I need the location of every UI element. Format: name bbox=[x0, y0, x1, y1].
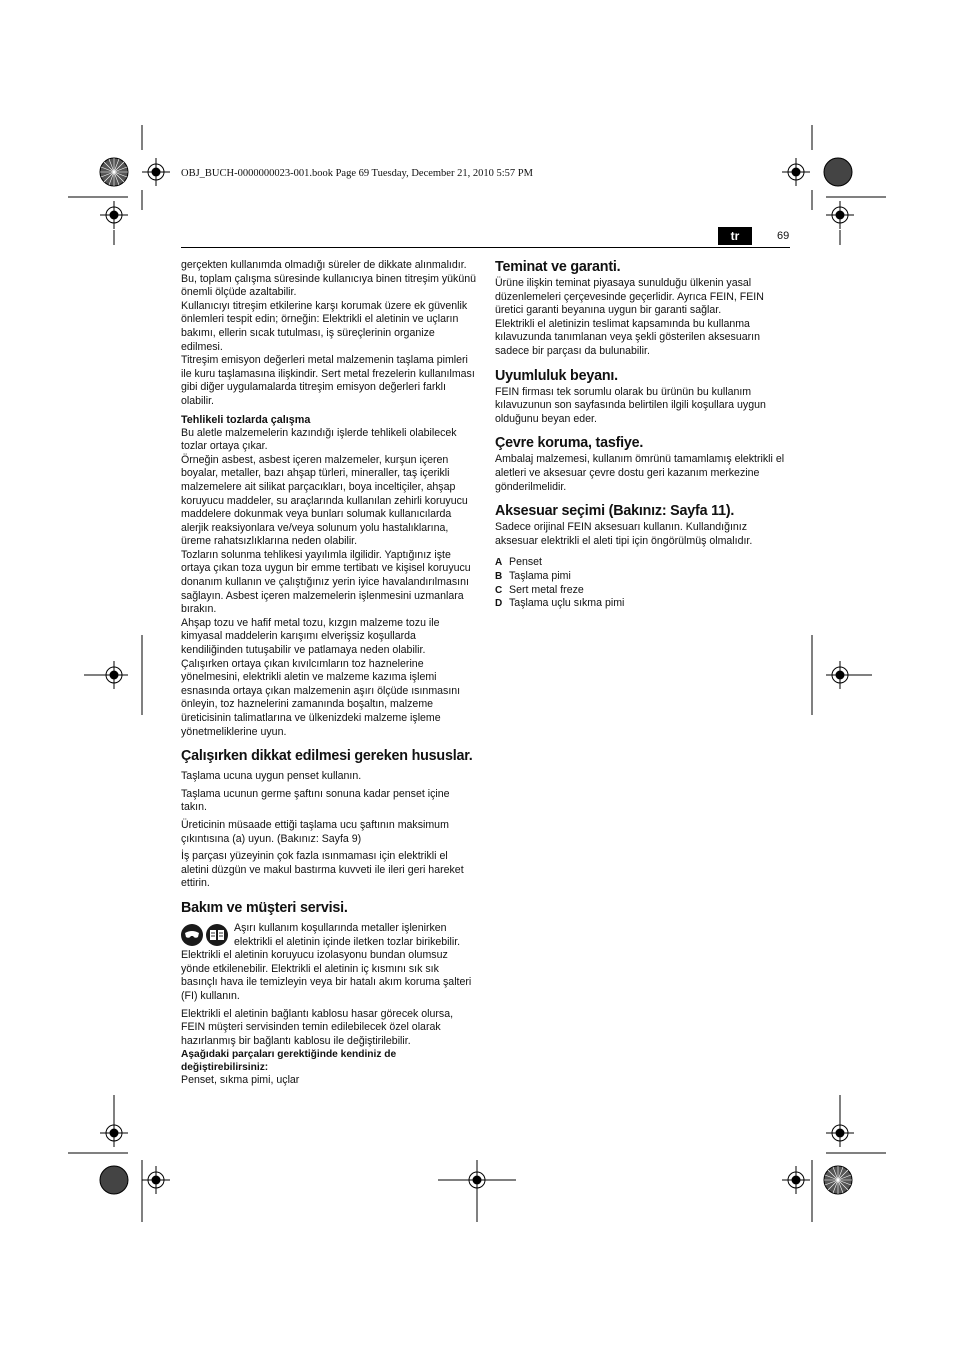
paragraph: Tozların solunma tehlikesi yayılımla ilgilidir. Yaptığınız işte ortaya çıkan toza uygun bir emme tertibatı ve kişisel koruyucu donanım kullanın ve çalıştığınız yerin iyice havalandırılmasını sağlayın. Asbest içeren malzemelerin işlenmesini uzmanlara bırakın. bbox=[181, 548, 471, 616]
list-item-text: Taşlama uçlu sıkma pimi bbox=[509, 597, 625, 610]
paragraph: gerçekten kullanımda olmadığı süreler de dikkate alınmalıdır. Bu, toplam çalışma süresinde kullanıcıya binen titreşim yükünü önemli ölçüde azaltabilir. bbox=[181, 259, 477, 299]
section-heading-accessories: Aksesuar seçimi (Bakınız: Sayfa 11). bbox=[495, 503, 735, 520]
paragraph: Aşırı kullanım koşullarında metaller işlenirken elektrikli el aletinin içinde iletken tozlar birikebilir. Elektrikli el aletinin koruyucu izolasyonu bundan olumsuz yönde etkilenebilir. Elektrikli el aletinin iç kısmını sık sık basınçlı hava ile temizleyin veya bir hatalı akım koruma şalteri (FI) kullanın. bbox=[181, 921, 472, 1002]
language-badge: tr bbox=[718, 227, 752, 245]
right-column bbox=[495, 258, 791, 611]
read-manual-icon bbox=[206, 924, 228, 946]
paragraph: Taşlama ucunun germe şaftını sonuna kadar penset içine takın. bbox=[181, 787, 450, 814]
paragraph: Penset, sıkma pimi, uçlar bbox=[181, 1074, 300, 1087]
section-heading-care: Çalışırken dikkat edilmesi gereken hususlar. bbox=[181, 748, 473, 765]
book-info: OBJ_BUCH-0000000023-001.book Page 69 Tuesday, December 21, 2010 5:57 PM bbox=[181, 168, 533, 179]
list-item bbox=[495, 584, 791, 598]
section-heading-conformity: Uyumluluk beyanı. bbox=[495, 367, 618, 384]
paragraph: Kullanıcıyı titreşim etkilerine karşı korumak üzere ek güvenlik önlemleri tespit edin; örneğin: Elektrikli el aletinin ve uçların bakımı, ellerin sıcak tutulması, iş süreçlerinin organize edilmesi. bbox=[181, 299, 468, 353]
list-item bbox=[495, 556, 791, 570]
warning-icons bbox=[181, 924, 228, 946]
paragraph: Üreticinin müsaade ettiği taşlama ucu şaftının maksimum çıkıntısına (a) uyun. (Bakınız: Sayfa 9) bbox=[181, 818, 449, 845]
list-item-key: C bbox=[495, 584, 503, 596]
paragraph: Ahşap tozu ve hafif metal tozu, kızgın malzeme tozu ile kimyasal maddelerin karışımı elverişsiz koşullarda kendiliğinden tutuşabilir ve patlamaya neden olabilir. bbox=[181, 616, 440, 657]
paragraph: Ambalaj malzemesi, kullanım ömrünü tamamlamış elektrikli el aletleri ve aksesuar çevre dostu geri kazanım merkezine gönderilmelidir. bbox=[495, 453, 785, 493]
page-number: 69 bbox=[777, 230, 790, 242]
section-heading-environment: Çevre koruma, tasfiye. bbox=[495, 435, 644, 452]
list-item-key: D bbox=[495, 598, 503, 610]
section-heading-service: Bakım ve müşteri servisi. bbox=[181, 899, 348, 916]
left-column bbox=[181, 259, 477, 1088]
paragraph: Örneğin asbest, asbest içeren malzemeler, kurşun içeren boyalar, metaller, bazı ahşap türleri, mineraller, taş içerikli malzemelere ait silikat parçacıkları, boya inceltiçiler, ahşap koruyucu maddeler, su araçlarında kullanılan zehirli koruyucu maddelere dokunmak veya bunları solumak kullanıcılarda alerjik reaksiyonlara ve/veya solunum yolu hastalıklarına, üreme rahatsızlıklarına neden olabilir. bbox=[181, 453, 468, 548]
paragraph: Ürüne ilişkin teminat piyasaya sunulduğu ülkenin yasal düzenlemeleri çerçevesinde geçerlidir. Ayrıca FEIN, FEIN üretici garanti beyanına uygun bir garanti sağlar. bbox=[495, 277, 764, 317]
list-item-text: Penset bbox=[509, 556, 542, 569]
list-item bbox=[495, 570, 791, 584]
paragraph: İş parçası yüzeyinin çok fazla ısınmaması için elektrikli el aletini düzgün ve makul bastırma kuvveti ile ileri geri hareket ettirin. bbox=[181, 850, 464, 890]
paragraph: Çalışırken ortaya çıkan kıvılcımların toz haznelerine yönelmesini, elektrikli aletin ve malzeme kazıma işlemi esnasında ortaya çıkan malzemenin aşırı ölçüde ısınmasını önleyin, toz haznelerini zamanında boşaltın, malzeme üreticisinin talimatlarına ve ülkenizdeki malzeme işleme yönetmeliklerine uyun. bbox=[181, 657, 461, 738]
eye-protection-icon bbox=[181, 924, 203, 946]
list-item-key: A bbox=[495, 557, 503, 569]
list-item-text: Sert metal freze bbox=[509, 583, 584, 596]
paragraph: FEIN firması tek sorumlu olarak bu ürünün bu kullanım kılavuzunun son sayfasında belirtilen ilgili koşullara uygun olduğunu beyan eder. bbox=[495, 385, 766, 425]
paragraph: Bu aletle malzemelerin kazındığı işlerde tehlikeli olabilecek tozlar ortaya çıkar. bbox=[181, 426, 457, 453]
section-heading-warranty: Teminat ve garanti. bbox=[495, 259, 621, 275]
header-divider bbox=[181, 247, 790, 248]
section-heading-dust: Tehlikeli tozlarda çalışma bbox=[181, 413, 311, 426]
list-item-text: Taşlama pimi bbox=[509, 569, 571, 582]
paragraph: Elektrikli el aletinizin teslimat kapsamında bu kullanma kılavuzunda tanımlanan veya şekli gösterilen aksesuarın sadece bir parçası da bulunabilir. bbox=[495, 317, 760, 357]
list-item-key: B bbox=[495, 570, 503, 582]
paragraph: Elektrikli el aletinin bağlantı kablosu hasar görecek olursa, FEIN müşteri servisinden temin edilebilecek özel olarak hazırlanmış bir bağlantı kablosu ile değiştirilebilir. bbox=[181, 1007, 454, 1047]
list-item bbox=[495, 597, 791, 611]
replace-parts-heading: Aşağıdaki parçaları gerektiğinde kendiniz de değiştirebilirsiniz: bbox=[181, 1049, 397, 1074]
paragraph: Taşlama ucuna uygun penset kullanın. bbox=[181, 770, 362, 783]
paragraph: Titreşim emisyon değerleri metal malzemenin taşlama pimleri ile kuru taşlamasına ilişkindir. Sert metal frezelerin kullanılması gibi diğer uygulamalarda titreşim emisyon değerleri farklı olabilir. bbox=[181, 354, 475, 407]
paragraph: Sadece orijinal FEIN aksesuarı kullanın. Kullandığınız aksesuar elektrikli el aleti tipi için öngörülmüş olmalıdır. bbox=[495, 521, 753, 547]
